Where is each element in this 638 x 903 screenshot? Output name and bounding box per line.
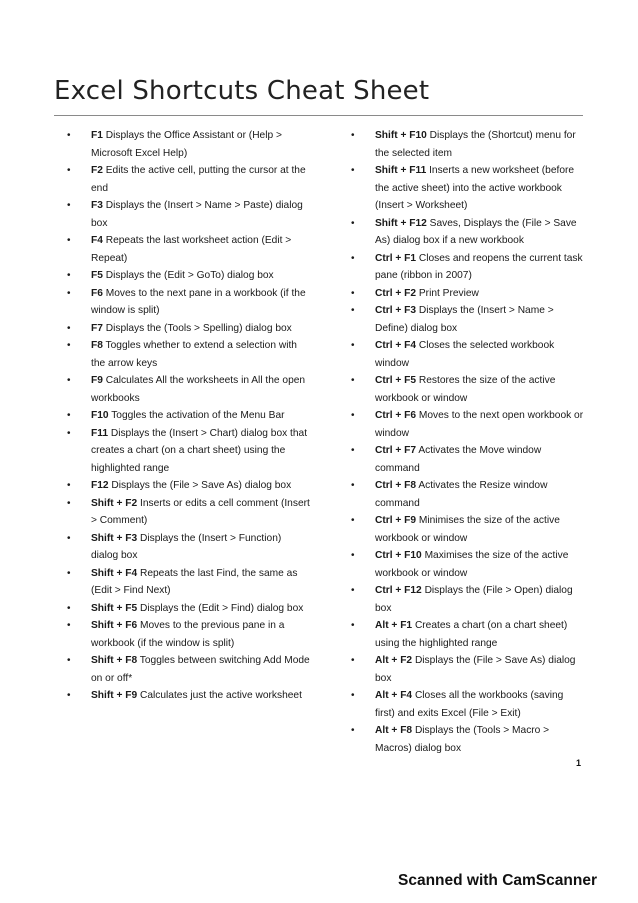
- shortcut-item: [350, 162, 585, 215]
- bullet-icon: •: [67, 655, 71, 666]
- shortcut-key: F3: [91, 200, 103, 211]
- shortcut-item: [66, 477, 310, 495]
- shortcut-description: Maximises the size of the active workbook or window: [375, 550, 569, 579]
- shortcut-item: [66, 127, 310, 162]
- bullet-icon: •: [67, 200, 71, 211]
- bullet-icon: •: [351, 287, 355, 299]
- bullet-icon: •: [351, 690, 355, 701]
- shortcut-description: Minimises the size of the active workbook or window: [375, 515, 560, 544]
- page-title: Excel Shortcuts Cheat Sheet: [54, 76, 430, 106]
- shortcut-item: [350, 582, 585, 617]
- shortcut-description: Creates a chart (on a chart sheet) using the highlighted range: [375, 620, 568, 649]
- bullet-icon: •: [351, 375, 355, 386]
- shortcut-item: [66, 600, 310, 618]
- bullet-icon: •: [351, 340, 355, 351]
- shortcut-item: [66, 652, 310, 687]
- bullet-icon: •: [67, 690, 71, 701]
- shortcut-key: Shift + F3: [91, 532, 138, 544]
- shortcut-description: Displays the (Insert > Function) dialog box: [91, 532, 282, 561]
- shortcut-item: [66, 267, 310, 285]
- shortcut-item: [66, 372, 310, 407]
- bullet-icon: •: [67, 235, 71, 246]
- bullet-icon: •: [67, 480, 71, 491]
- shortcut-list-left: [66, 127, 310, 705]
- shortcut-description: Displays the (Tools > Spelling) dialog box: [105, 322, 292, 334]
- shortcut-key: F10: [91, 410, 109, 421]
- shortcut-item: [350, 617, 585, 652]
- shortcut-description: Closes all the workbooks (saving first) and exits Excel (File > Exit): [375, 690, 564, 719]
- bullet-icon: •: [67, 375, 71, 386]
- shortcut-item: [350, 477, 585, 512]
- shortcut-item: [66, 320, 310, 338]
- shortcut-description: Calculates All the worksheets in All the open workbooks: [91, 375, 306, 404]
- shortcut-item: [350, 285, 585, 303]
- shortcut-key: F2: [91, 165, 103, 176]
- title-divider: [54, 115, 583, 116]
- bullet-icon: •: [67, 602, 71, 614]
- shortcut-description: Activates the Move window command: [375, 445, 542, 474]
- shortcut-description: Restores the size of the active workbook or window: [375, 375, 556, 404]
- shortcut-key: Ctrl + F12: [375, 585, 422, 596]
- shortcut-item: [350, 215, 585, 250]
- shortcut-description: Inserts or edits a cell comment (Insert > Comment): [91, 497, 310, 526]
- shortcut-description: Displays the (Edit > GoTo) dialog box: [105, 270, 274, 281]
- shortcut-item: [350, 372, 585, 407]
- shortcut-item: [350, 250, 585, 285]
- shortcut-key: Alt + F4: [375, 690, 413, 701]
- bullet-icon: •: [67, 130, 71, 141]
- shortcut-item: [66, 530, 310, 565]
- shortcut-list-right: [350, 127, 585, 757]
- bullet-icon: •: [351, 410, 355, 421]
- shortcut-item: [66, 687, 310, 705]
- bullet-icon: •: [351, 305, 355, 316]
- shortcut-item: [66, 407, 310, 425]
- shortcut-key: Ctrl + F9: [375, 515, 417, 526]
- shortcut-item: [350, 722, 585, 757]
- shortcut-item: [66, 495, 310, 530]
- shortcut-key: Ctrl + F3: [375, 305, 417, 316]
- shortcut-description: Moves to the next pane in a workbook (if the window is split): [91, 287, 306, 316]
- shortcut-key: F6: [91, 287, 103, 299]
- shortcut-item: [350, 512, 585, 547]
- shortcut-item: [66, 232, 310, 267]
- shortcut-description: Displays the (File > Open) dialog box: [375, 585, 573, 614]
- shortcut-key: Shift + F4: [91, 567, 138, 579]
- shortcut-description: Displays the (File > Save As) dialog box: [111, 480, 292, 491]
- shortcut-key: Shift + F10: [375, 130, 427, 141]
- shortcut-key: F7: [91, 322, 103, 334]
- shortcut-key: Shift + F5: [91, 602, 138, 614]
- shortcut-key: Ctrl + F5: [375, 375, 417, 386]
- shortcut-item: [350, 687, 585, 722]
- bullet-icon: •: [67, 322, 71, 334]
- shortcut-item: [350, 337, 585, 372]
- shortcut-key: Shift + F9: [91, 690, 138, 701]
- shortcut-description: Repeats the last worksheet action (Edit > Repeat): [91, 235, 292, 264]
- shortcut-item: [66, 337, 310, 372]
- shortcut-description: Displays the (Tools > Macro > Macros) dialog box: [375, 725, 550, 754]
- bullet-icon: •: [67, 340, 71, 351]
- shortcut-item: [66, 425, 310, 478]
- shortcut-description: Inserts a new worksheet (before the active sheet) into the active workbook (Insert > Worksheet): [375, 165, 575, 211]
- scanner-watermark: Scanned with CamScanner: [398, 872, 597, 889]
- shortcut-description: Closes the selected workbook window: [375, 340, 555, 369]
- shortcut-description: Closes and reopens the current task pane (ribbon in 2007): [375, 252, 583, 281]
- bullet-icon: •: [67, 287, 71, 299]
- shortcut-key: F4: [91, 235, 103, 246]
- bullet-icon: •: [67, 620, 71, 631]
- bullet-icon: •: [351, 620, 355, 631]
- shortcut-key: Ctrl + F8: [375, 480, 417, 491]
- shortcut-key: Ctrl + F6: [375, 410, 417, 421]
- shortcut-item: [350, 547, 585, 582]
- shortcut-description: Toggles the activation of the Menu Bar: [111, 410, 285, 421]
- shortcut-key: Ctrl + F10: [375, 550, 422, 561]
- bullet-icon: •: [67, 270, 71, 281]
- bullet-icon: •: [351, 480, 355, 491]
- bullet-icon: •: [67, 427, 71, 439]
- bullet-icon: •: [67, 497, 71, 509]
- shortcut-key: Shift + F2: [91, 497, 138, 509]
- shortcut-description: Saves, Displays the (File > Save As) dialog box if a new workbook: [375, 217, 577, 246]
- bullet-icon: •: [67, 165, 71, 176]
- shortcut-item: [66, 617, 310, 652]
- shortcut-key: Ctrl + F1: [375, 252, 417, 264]
- bullet-icon: •: [67, 532, 71, 544]
- shortcut-description: Calculates just the active worksheet: [139, 690, 302, 701]
- bullet-icon: •: [351, 252, 355, 264]
- bullet-icon: •: [67, 410, 71, 421]
- bullet-icon: •: [351, 585, 355, 596]
- bullet-icon: •: [351, 655, 355, 666]
- shortcut-key: F8: [91, 340, 103, 351]
- shortcut-item: [350, 302, 585, 337]
- bullet-icon: •: [351, 550, 355, 561]
- shortcut-key: Alt + F2: [375, 655, 413, 666]
- shortcut-description: Activates the Resize window command: [375, 480, 548, 509]
- shortcut-item: [350, 407, 585, 442]
- shortcut-key: Shift + F8: [91, 655, 138, 666]
- shortcut-item: [66, 197, 310, 232]
- shortcut-item: [66, 285, 310, 320]
- shortcut-description: Edits the active cell, putting the cursor at the end: [91, 165, 306, 194]
- shortcut-item: [350, 652, 585, 687]
- bullet-icon: •: [351, 217, 355, 229]
- shortcut-description: Displays the (Insert > Name > Paste) dialog box: [91, 200, 303, 229]
- shortcut-key: Alt + F8: [375, 725, 413, 736]
- shortcut-description: Displays the (Shortcut) menu for the selected item: [375, 130, 576, 159]
- shortcut-description: Toggles whether to extend a selection with the arrow keys: [91, 340, 297, 369]
- shortcut-item: [66, 565, 310, 600]
- shortcut-description: Print Preview: [418, 287, 479, 299]
- shortcut-description: Displays the Office Assistant or (Help > Microsoft Excel Help): [91, 130, 282, 159]
- shortcut-key: F1: [91, 130, 103, 141]
- bullet-icon: •: [67, 567, 71, 579]
- shortcut-description: Moves to the previous pane in a workbook (if the window is split): [91, 620, 285, 649]
- shortcut-key: Ctrl + F4: [375, 340, 417, 351]
- shortcut-key: F9: [91, 375, 103, 386]
- shortcut-description: Displays the (Insert > Name > Define) dialog box: [375, 305, 554, 334]
- bullet-icon: •: [351, 725, 355, 736]
- shortcut-description: Repeats the last Find, the same as (Edit > Find Next): [91, 567, 298, 596]
- page-number: 1: [576, 758, 582, 768]
- shortcut-key: F5: [91, 270, 103, 281]
- shortcut-description: Toggles between switching Add Mode on or off*: [91, 655, 310, 684]
- shortcut-key: F11: [91, 427, 108, 439]
- shortcut-item: [350, 442, 585, 477]
- shortcut-description: Moves to the next open workbook or window: [375, 410, 584, 439]
- shortcut-key: Ctrl + F7: [375, 445, 417, 456]
- bullet-icon: •: [351, 445, 355, 456]
- shortcut-description: Displays the (File > Save As) dialog box: [375, 655, 576, 684]
- bullet-icon: •: [351, 165, 355, 176]
- shortcut-item: [66, 162, 310, 197]
- shortcut-key: Alt + F1: [375, 620, 413, 631]
- shortcut-key: Shift + F11: [375, 165, 427, 176]
- shortcut-description: Displays the (Insert > Chart) dialog box that creates a chart (on a chart sheet) using the highlighted range: [91, 427, 308, 474]
- shortcut-key: Shift + F6: [91, 620, 138, 631]
- shortcut-key: F12: [91, 480, 109, 491]
- shortcut-key: Ctrl + F2: [375, 287, 417, 299]
- bullet-icon: •: [351, 515, 355, 526]
- bullet-icon: •: [351, 130, 355, 141]
- shortcut-key: Shift + F12: [375, 217, 427, 229]
- shortcut-item: [350, 127, 585, 162]
- shortcut-description: Displays the (Edit > Find) dialog box: [139, 602, 304, 614]
